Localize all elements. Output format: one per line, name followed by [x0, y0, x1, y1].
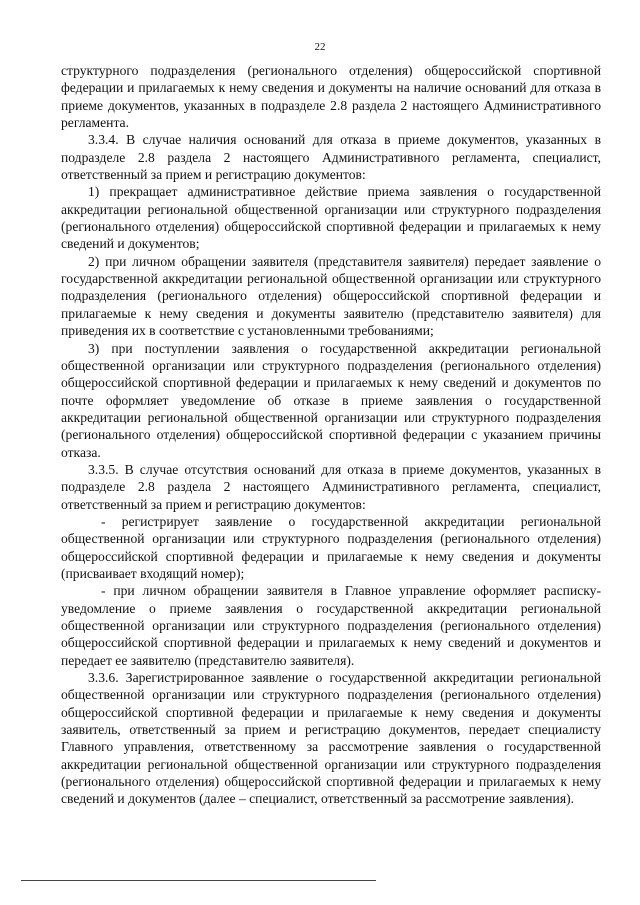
list-item-3: 3) при поступлении заявления о государственной аккредитации региональной общественной организации или структурного подразделения (регионального отделения) общероссийской спортивной федерации и прилагаемых к нему сведений и документов по почте оформляет уведомление об отказе в приеме заявления о государственной аккредитации региональной общественной организации или структурного подразделения (регионального отделения) общероссийской спортивной федерации с указанием причины отказа.: [61, 340, 601, 460]
paragraph-continuation: структурного подразделения (регионального отделения) общероссийской спортивной федерации и прилагаемых к нему сведения и документы на наличие оснований для отказа в приеме документов, указанных в подразделе 2.8 раздела 2 настоящего Административного регламента.: [61, 63, 601, 131]
list-item-2: 2) при личном обращении заявителя (представителя заявителя) передает заявление о государственной аккредитации региональной общественной организации или структурного подразделения (регионального отделения) общероссийской спортивной федерации и прилагаемые к нему сведения и документы заявителю (представителю заявителя) для приведения их в соответствие с установленными требованиями;: [61, 253, 601, 339]
footnote-divider: [21, 880, 376, 881]
dash-item-receipt: - при личном обращении заявителя в Главное управление оформляет расписку-уведомление о приеме заявления о государственной аккредитации региональной общественной организации или структурного подразделения (регионального отделения) общероссийской спортивной федерации и прилагаемых к нему сведений и документов и передает ее заявителю (представителю заявителя).: [61, 583, 601, 668]
dash-item-register: - регистрирует заявление о государственной аккредитации региональной общественной организации или структурного подразделения (регионального отделения) общероссийской спортивной федерации и прилагаемые к нему сведения и документы (присваивает входящий номер);: [61, 513, 601, 581]
document-body: [61, 62, 601, 808]
page-number: 22: [314, 41, 326, 53]
paragraph-3-3-5: 3.3.5. В случае отсутствия оснований для отказа в приеме документов, указанных в подразделе 2.8 раздела 2 настоящего Административного регламента, специалист, ответственный за прием и регистрацию документов:: [61, 461, 601, 512]
paragraph-3-3-4: 3.3.4. В случае наличия оснований для отказа в приеме документов, указанных в подразделе 2.8 раздела 2 настоящего Административного регламента, специалист, ответственный за прием и регистрацию документов:: [61, 132, 601, 183]
paragraph-3-3-6: 3.3.6. Зарегистрированное заявление о государственной аккредитации региональной общественной организации или структурного подразделения (регионального отделения) общероссийской спортивной федерации и прилагаемые к нему сведения и документы заявитель, ответственный за прием и регистрацию документов, передает специалисту Главного управления, ответственному за рассмотрение заявления о государственной аккредитации региональной общественной организации или структурного подразделения (регионального отделения) общероссийской спортивной федерации и прилагаемых к нему сведений и документов (далее – специалист, ответственный за рассмотрение заявления).: [61, 670, 601, 807]
list-item-1: 1) прекращает административное действие приема заявления о государственной аккредитации региональной общественной организации или структурного подразделения (регионального отделения) общероссийской спортивной федерации и прилагаемых к нему сведений и документов;: [61, 184, 601, 252]
